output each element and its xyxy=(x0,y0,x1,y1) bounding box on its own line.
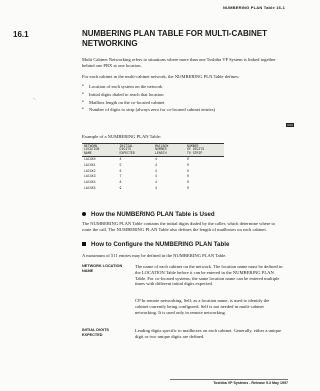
definition-text: Leading digits specific to mailboxes on each cabinet. Generally, either a unique digit or two unique digits are defined. xyxy=(135,328,282,339)
list-item: • Number of digits to strip (always zero for co-located cabinet entries) xyxy=(82,107,216,113)
table-header-row xyxy=(82,144,224,157)
definition-note: CP In remote networking, Self, as a location name, is used to identify the cabinet currently being configured. Self is not needed in multi-cabinet networking. It is used only in remote networking. xyxy=(135,298,270,315)
running-head: NUMBERING PLAN Table 16-1 xyxy=(222,5,285,10)
bullet-icon xyxy=(82,212,86,216)
page-tab-marker-icon xyxy=(286,123,294,127)
defines-list xyxy=(82,83,282,114)
square-bullet-icon xyxy=(82,242,86,246)
column-header: NUMBER OF DIGITS TO STRIP xyxy=(185,144,224,157)
column-header: NETWORK LOCATION NAME xyxy=(82,144,118,157)
definition-term: INITIAL DIGITS EXPECTED xyxy=(82,328,109,337)
section-number: 16.1 xyxy=(13,30,29,39)
intro-paragraph: Multi Cabinet Networking refers to situations where more than one Toshiba VP System is linked together behind one PBX at one location. xyxy=(82,57,276,68)
configure-paragraph: A maximum of 511 entries may be defined in the NUMBERING PLAN Table. xyxy=(82,253,227,258)
table-row: LAC4X0 4 4 0 xyxy=(84,156,189,161)
bullet-icon: • xyxy=(82,91,84,97)
section-title: NUMBERING PLAN TABLE FOR MULTI-CABINET NETWORKING xyxy=(82,29,268,48)
subsection-heading-usage: How the NUMBERING PLAN Table is Used xyxy=(82,211,215,218)
lead-paragraph: For each cabinet in the multi-cabinet network, the NUMBERING PLN Table defines: xyxy=(82,74,240,79)
table-row: LAC4X2 6 4 0 xyxy=(84,168,189,173)
page-footer: Toshiba VP Systems - Release 5.3 May 1997 xyxy=(213,381,288,385)
bullet-icon: • xyxy=(82,107,84,113)
subsection-heading-configure: How to Configure the NUMBERING PLAN Table xyxy=(82,241,229,248)
table-row: LAC4X1 5 4 0 xyxy=(84,162,189,167)
list-item: • Initial digits dialed to reach that location xyxy=(82,91,164,97)
list-item: • Mailbox length on the co-located cabinet xyxy=(82,99,165,105)
column-header: MAILBOX NUMBER LENGTH xyxy=(153,144,185,157)
table-row: LAC4X3 7 4 0 xyxy=(84,174,189,179)
usage-paragraph: The NUMBERING PLAN Table contains the initial digits dialed by the caller, which determine where to route the call. The NUMBERING PLAN Table also defines the length of mailboxes on each cabinet. xyxy=(82,221,276,232)
definition-text: The name of each cabinet on the network. The location name must be defined in the LOCATION Table before it can be entered in the NUMBERING PLAN Table. For co-located systems, the same location name can be entered multiple times with different initial digits expected. xyxy=(135,264,283,287)
table-row: LAC4X4 8 4 0 xyxy=(84,180,189,185)
column-header: INITIAL DIGITS EXPECTED xyxy=(118,144,154,157)
example-caption: Example of a NUMBERING PLAN Table: xyxy=(82,134,162,139)
bullet-icon: • xyxy=(82,84,84,89)
list-item: • Location of each system on the network xyxy=(82,84,163,89)
table-row: LAC4X5 9 4 0 xyxy=(84,185,189,190)
field-definitions xyxy=(82,264,287,360)
definition-term: NETWORK LOCATION NAME xyxy=(82,264,123,273)
numbering-plan-example-table xyxy=(82,143,224,192)
footer-rule xyxy=(170,379,288,380)
margin-mark: - . xyxy=(33,96,37,101)
bullet-icon: • xyxy=(82,99,84,105)
